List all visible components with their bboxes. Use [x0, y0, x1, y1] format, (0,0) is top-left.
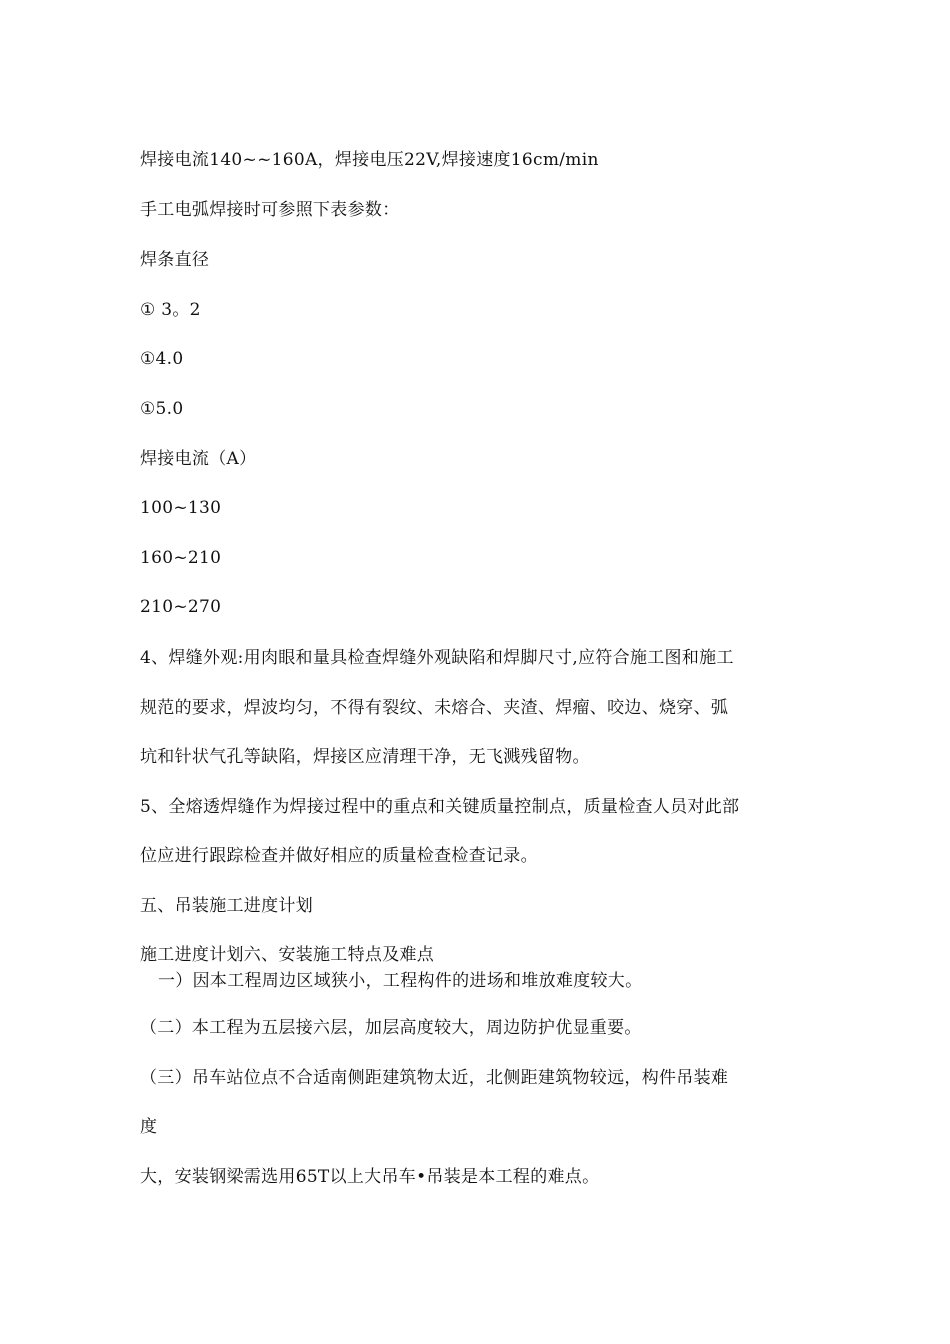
feature-item-3-line-2: 度	[140, 1117, 158, 1137]
welding-current-label: 焊接电流（A）	[140, 449, 257, 469]
current-range-1: 100~130	[140, 498, 222, 518]
feature-item-2: （二）本工程为五层接六层，加层高度较大，周边防护优显重要。	[140, 1018, 642, 1038]
section-heading-features: 施工进度计划六、安装施工特点及难点	[140, 945, 435, 965]
diameter-value-1: ① 3。2	[140, 300, 201, 320]
electrode-diameter-label: 焊条直径	[140, 250, 210, 270]
feature-item-3-line-1: （三）吊车站位点不合适南侧距建筑物太近，北侧距建筑物较远，构件吊装难	[140, 1068, 729, 1088]
section-heading-schedule: 五、吊装施工进度计划	[140, 896, 313, 916]
full-penetration-paragraph-line-1: 5、全熔透焊缝作为焊接过程中的重点和关键质量控制点，质量检查人员对此部	[140, 797, 740, 817]
welding-parameters-line: 焊接电流140~~160A，焊接电压22V,焊接速度16cm/min	[140, 150, 599, 170]
diameter-value-2: ①4.0	[140, 349, 184, 369]
current-range-3: 210~270	[140, 597, 222, 617]
current-range-2: 160~210	[140, 548, 222, 568]
feature-item-1: 一）因本工程周边区域狭小，工程构件的进场和堆放难度较大。	[158, 971, 643, 991]
manual-welding-intro: 手工电弧焊接时可参照下表参数：	[140, 200, 400, 220]
feature-item-3-line-3: 大，安装钢梁需选用65T以上大吊车•吊装是本工程的难点。	[140, 1167, 600, 1187]
weld-appearance-paragraph-line-2: 规范的要求，焊波均匀，不得有裂纹、未熔合、夹渣、焊瘤、咬边、烧穿、弧	[140, 698, 729, 718]
weld-appearance-paragraph-line-3: 坑和针状气孔等缺陷，焊接区应清理干净，无飞溅残留物。	[140, 747, 590, 767]
diameter-value-3: ①5.0	[140, 399, 184, 419]
full-penetration-paragraph-line-2: 位应进行跟踪检查并做好相应的质量检查检查记录。	[140, 846, 538, 866]
weld-appearance-paragraph-line-1: 4、焊缝外观:用肉眼和量具检查焊缝外观缺陷和焊脚尺寸,应符合施工图和施工	[140, 648, 734, 668]
